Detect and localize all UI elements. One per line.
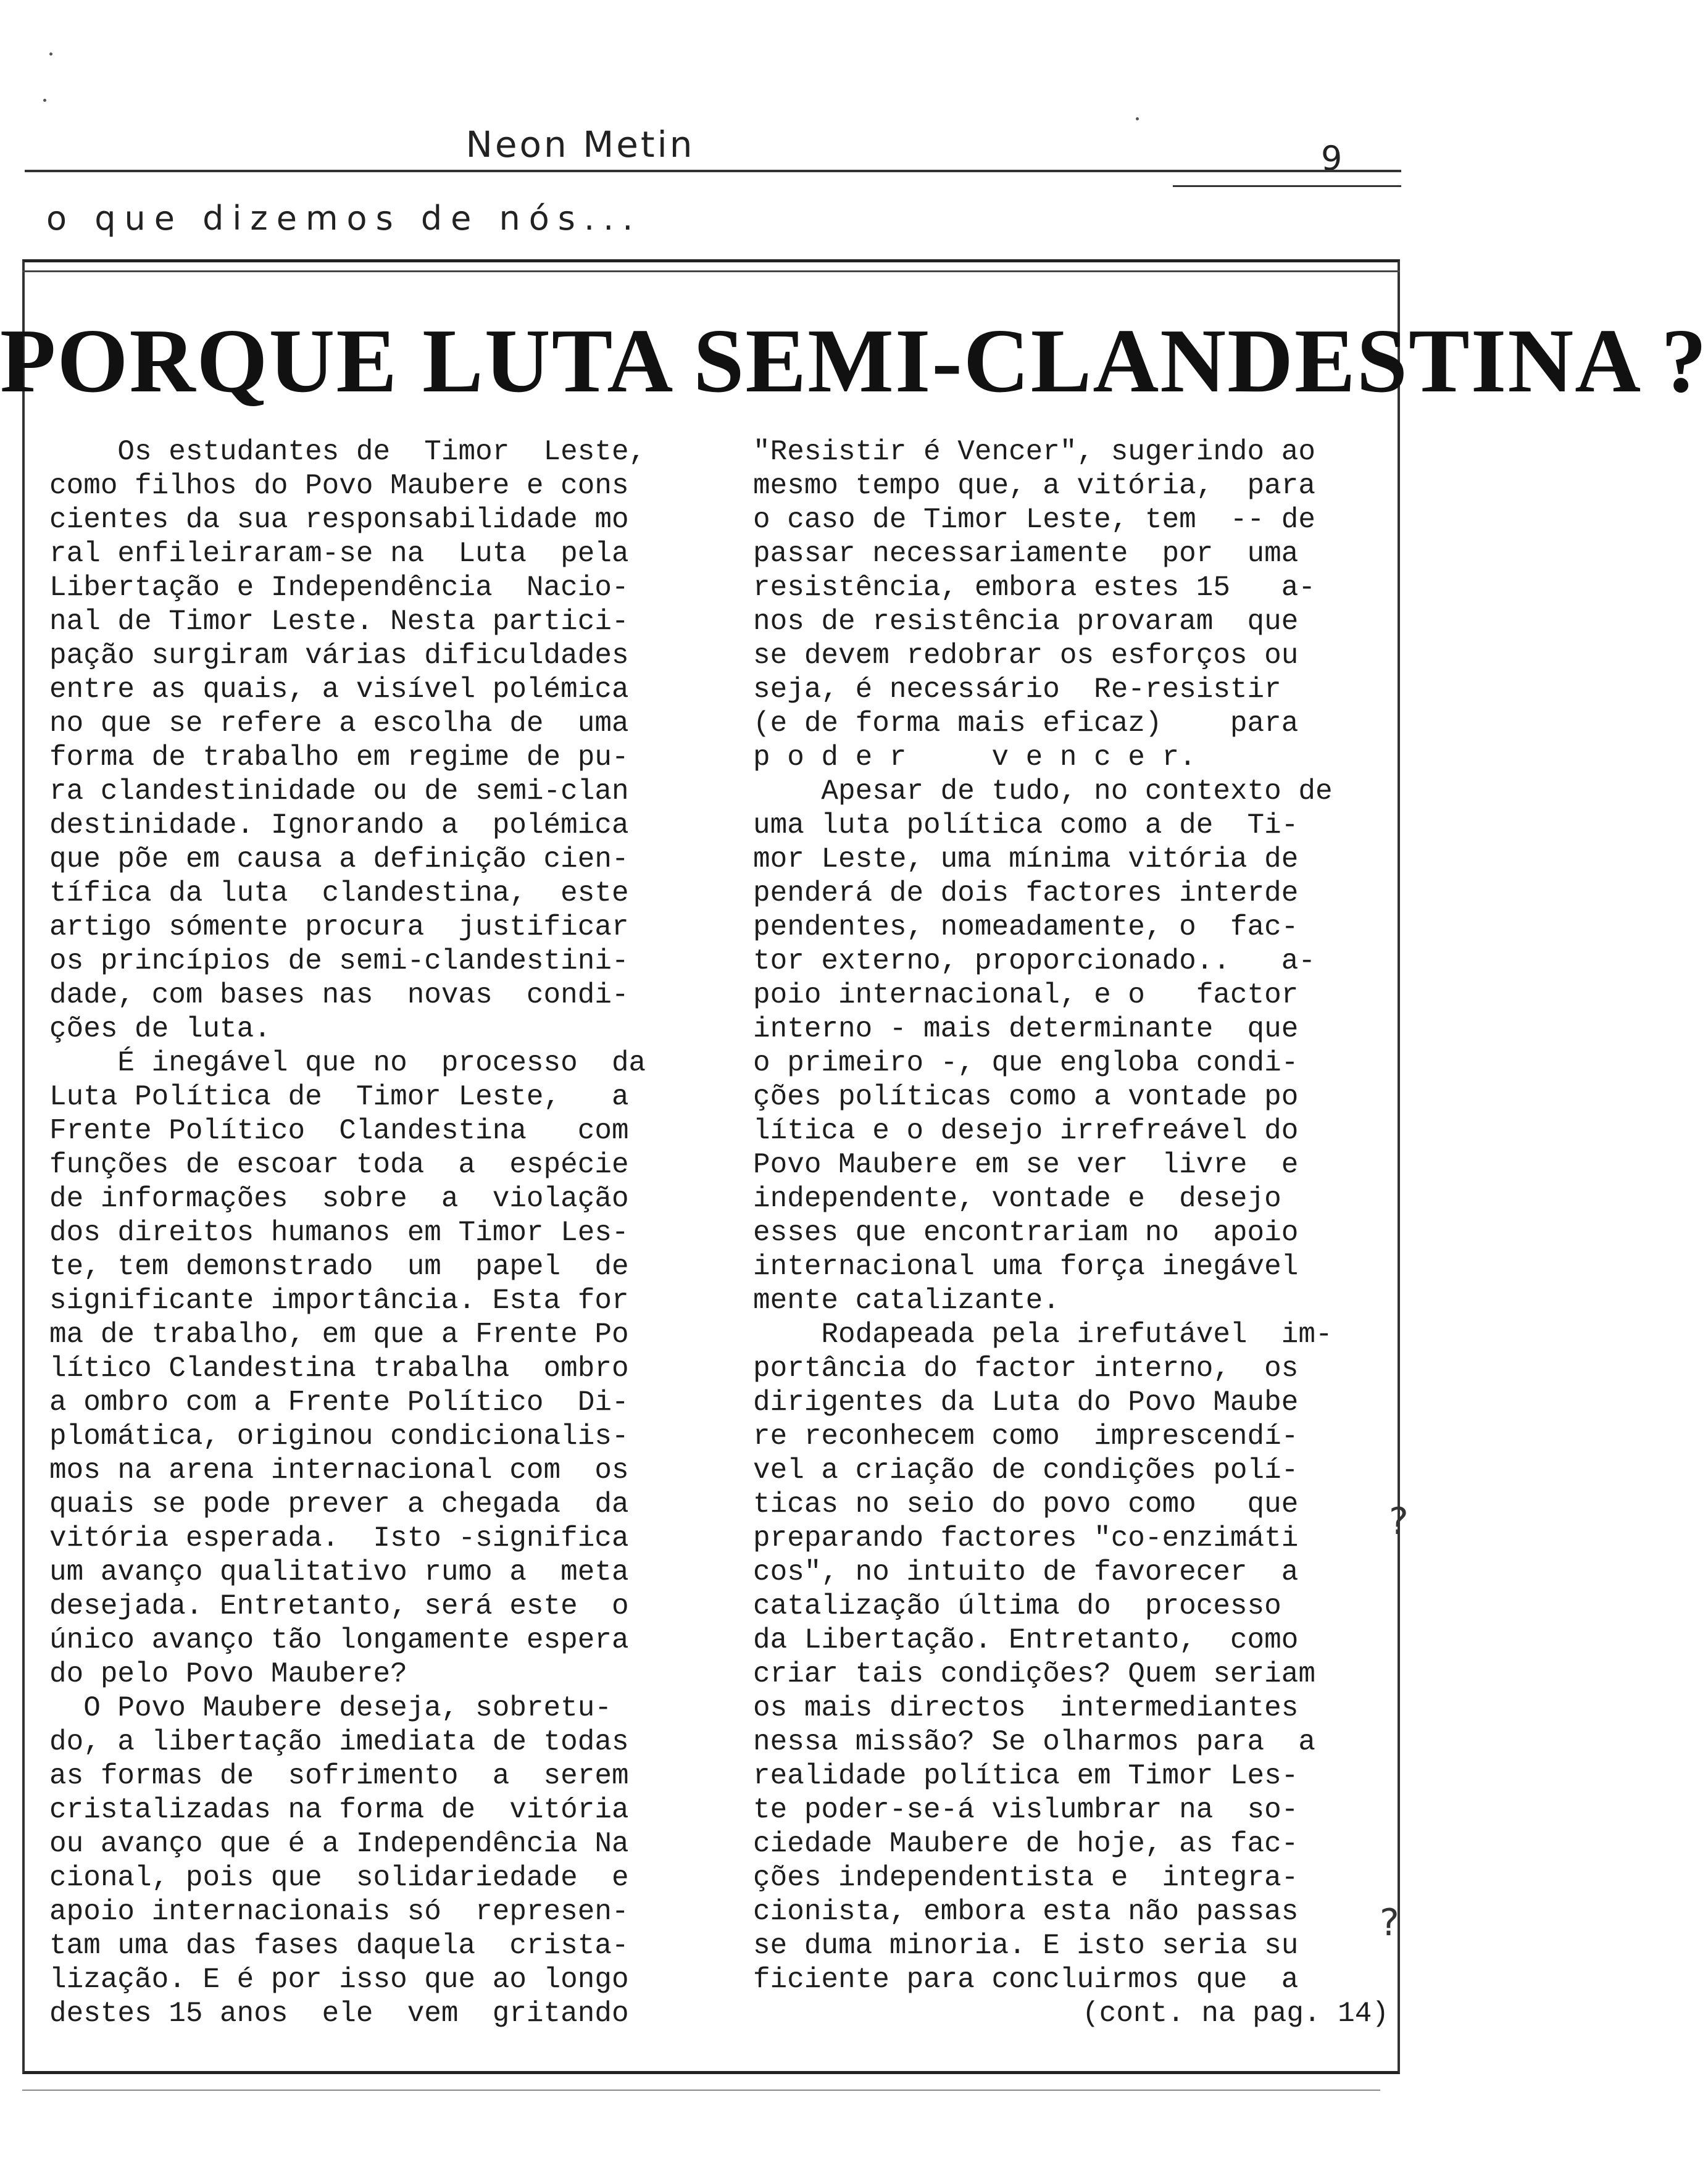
article-line: se devem redobrar os esforços ou [753,640,1299,672]
article-line: penderá de dois factores interde [753,877,1299,909]
article-line: artigo sómente procura justificar [49,911,629,943]
article-line: resistência, embora estes 15 a- [753,572,1315,604]
article-line: pação surgiram várias dificuldades [49,640,629,672]
article-line: lítica e o desejo irrefreável do [753,1115,1299,1147]
article-line: se duma minoria. E isto seria su [753,1930,1299,1962]
article-column-left [49,435,685,2031]
article-line: poio internacional, e o factor [753,979,1299,1011]
article-line: destinidade. Ignorando a polémica [49,809,629,841]
article-line: ções políticas como a vontade po [753,1081,1299,1113]
article-line: re reconhecem como imprescendí- [753,1420,1299,1452]
article-line: a ombro com a Frente Político Di- [49,1386,629,1419]
scan-speck [43,99,46,102]
article-line: dade, com bases nas novas condi- [49,979,629,1011]
article-line: nessa missão? Se olharmos para a [753,1726,1315,1758]
article-line: mor Leste, uma mínima vitória de [753,843,1299,875]
article-line: Povo Maubere em se ver livre e [753,1149,1299,1181]
article-line: nal de Timor Leste. Nesta partici- [49,606,629,638]
article-line: esses que encontrariam no apoio [753,1217,1299,1249]
article-line: portância do factor interno, os [753,1352,1299,1385]
article-line: as formas de sofrimento a serem [49,1760,629,1792]
continuation-note: (cont. na pag. 14) [1082,1998,1389,2030]
article-line: mente catalizante. [753,1285,1060,1317]
article-line: pendentes, nomeadamente, o fac- [753,911,1299,943]
article-line: plomática, originou condicionalis- [49,1420,629,1452]
article-line: ções de luta. [49,1013,271,1045]
section-label: o que dizemos de nós... [46,199,642,238]
article-line: seja, é necessário Re-resistir [753,673,1281,706]
article-line: p o d e r v e n c e r. [753,741,1196,773]
article-line: preparando factores "co-enzimáti [753,1522,1299,1554]
margin-note-question-mark: ? [1389,1500,1409,1543]
article-line: ficiente para concluirmos que a [753,1964,1299,1996]
article-line: entre as quais, a visível polémica [49,673,629,706]
article-line: internacional uma força inegável [753,1251,1299,1283]
article-line: vitória esperada. Isto -significa [49,1522,629,1554]
article-line: Frente Político Clandestina com [49,1115,629,1147]
article-line: ticas no seio do povo como que [753,1488,1299,1520]
article-line: te poder-se-á vislumbrar na so- [753,1794,1299,1826]
article-line: mos na arena internacional com os [49,1454,629,1486]
article-line: interno - mais determinante que [753,1013,1299,1045]
margin-note-question-mark: ? [1380,1901,1399,1944]
article-line: cristalizadas na forma de vitória [49,1794,629,1826]
article-line: no que se refere a escolha de uma [49,707,629,740]
article-line: os mais directos intermediantes [753,1692,1299,1724]
article-line: uma luta política como a de Ti- [753,809,1299,841]
article-line: os princípios de semi-clandestini- [49,945,629,977]
article-line: Libertação e Independência Nacio- [49,572,629,604]
article-line: É inegável que no processo da [49,1047,646,1079]
article-title: PORQUE LUTA SEMI-CLANDESTINA ? [0,310,1708,412]
scan-speck [49,52,52,56]
article-line: (e de forma mais eficaz) para [753,707,1299,740]
article-line: lização. E é por isso que ao longo [49,1964,629,1996]
article-line: criar tais condições? Quem seriam [753,1658,1315,1690]
article-line: um avanço qualitativo rumo a meta [49,1556,629,1588]
article-column-right [753,435,1389,2031]
article-line: Apesar de tudo, no contexto de [753,775,1333,807]
article-line: forma de trabalho em regime de pu- [49,741,629,773]
article-line: quais se pode prever a chegada da [49,1488,629,1520]
article-line: catalização última do processo [753,1590,1281,1622]
article-line: Luta Política de Timor Leste, a [49,1081,629,1113]
article-line: destes 15 anos ele vem gritando [49,1998,629,2030]
article-line: "Resistir é Vencer", sugerindo ao [753,436,1315,468]
article-line: O Povo Maubere deseja, sobretu- [49,1692,612,1724]
article-line: ma de trabalho, em que a Frente Po [49,1319,629,1351]
article-line: tor externo, proporcionado.. a- [753,945,1315,977]
article-line: cos", no intuito de favorecer a [753,1556,1299,1588]
frame-inner-rule [22,270,1400,272]
article-line: ou avanço que é a Independência Na [49,1828,629,1860]
article-line: do, a libertação imediata de todas [49,1726,629,1758]
article-line: ral enfileiraram-se na Luta pela [49,538,629,570]
article-line: funções de escoar toda a espécie [49,1149,629,1181]
masthead: Neon Metin [465,123,695,165]
article-line: que põe em causa a definição cien- [49,843,629,875]
article-line: realidade política em Timor Les- [753,1760,1299,1792]
article-line: dos direitos humanos em Timor Les- [49,1217,629,1249]
article-line: passar necessariamente por uma [753,538,1299,570]
article-line: Rodapeada pela irefutável im- [753,1319,1333,1351]
article-line: tam uma das fases daquela crista- [49,1930,629,1962]
scan-speck [1136,117,1139,120]
article-line: o primeiro -, que engloba condi- [753,1047,1299,1079]
page-number: 9 [1321,139,1343,178]
article-line: o caso de Timor Leste, tem -- de [753,504,1315,536]
article-line: Os estudantes de Timor Leste, [49,436,646,468]
article-line: de informações sobre a violação [49,1183,629,1215]
bottom-rule [22,2090,1380,2091]
article-line: te, tem demonstrado um papel de [49,1251,629,1283]
article-line: vel a criação de condições polí- [753,1454,1299,1486]
article-line: cional, pois que solidariedade e [49,1862,629,1894]
article-line: como filhos do Povo Maubere e cons [49,470,629,502]
article-line: independente, vontade e desejo [753,1183,1281,1215]
article-line: da Libertação. Entretanto, como [753,1624,1299,1656]
header-rule [25,170,1401,172]
article-line: ções independentista e integra- [753,1862,1299,1894]
article-line: apoio internacionais só represen- [49,1896,629,1928]
article-line: tífica da luta clandestina, este [49,877,629,909]
article-line: nos de resistência provaram que [753,606,1299,638]
article-line: significante importância. Esta for [49,1285,629,1317]
article-line: mesmo tempo que, a vitória, para [753,470,1315,502]
article-line: cientes da sua responsabilidade mo [49,504,629,536]
article-line: lítico Clandestina trabalha ombro [49,1352,629,1385]
article-line: dirigentes da Luta do Povo Maube [753,1386,1299,1419]
article-line: desejada. Entretanto, será este o [49,1590,629,1622]
article-line: do pelo Povo Maubere? [49,1658,407,1690]
article-line: único avanço tão longamente espera [49,1624,629,1656]
header-rule-short [1173,185,1401,187]
article-line: ciedade Maubere de hoje, as fac- [753,1828,1299,1860]
article-line: ra clandestinidade ou de semi-clan [49,775,629,807]
article-line: cionista, embora esta não passas [753,1896,1299,1928]
